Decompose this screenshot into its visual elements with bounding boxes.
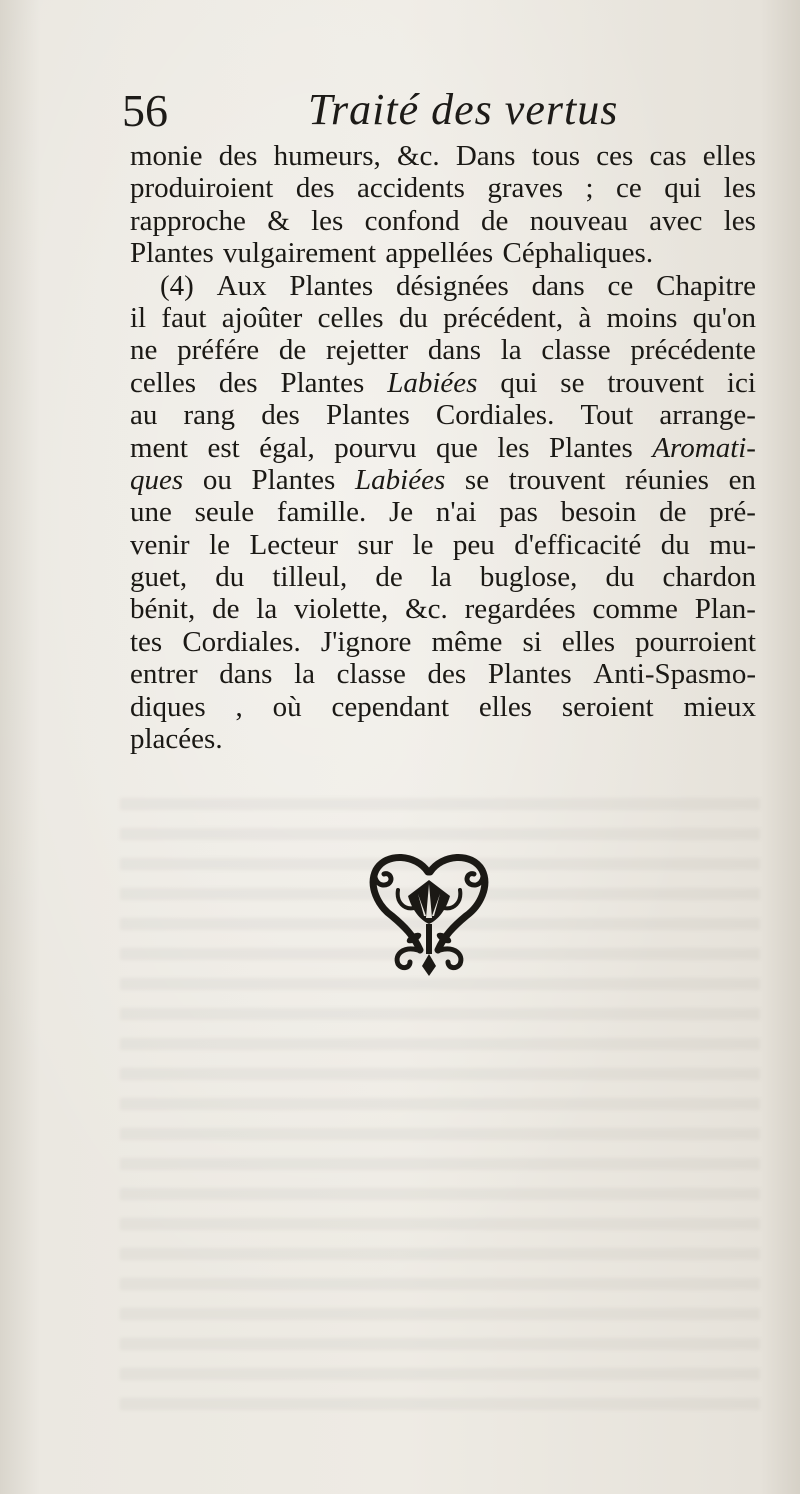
word: du bbox=[398, 301, 428, 334]
word: guet, bbox=[130, 561, 188, 594]
word: du bbox=[660, 528, 690, 561]
word: ces bbox=[596, 140, 634, 172]
word: Plantes bbox=[549, 431, 633, 464]
word: mu- bbox=[709, 528, 756, 561]
word: dans bbox=[531, 269, 585, 302]
word: Chapitre bbox=[656, 269, 756, 302]
word: famille. bbox=[276, 496, 367, 529]
text-line bbox=[130, 367, 756, 399]
word: J'ignore bbox=[320, 625, 412, 658]
word: une bbox=[130, 496, 172, 529]
word: au bbox=[130, 399, 158, 432]
word: dans bbox=[427, 334, 481, 367]
word: Plantes bbox=[289, 269, 374, 302]
word: de bbox=[278, 334, 307, 367]
word: elles bbox=[561, 625, 616, 658]
word: Plantes bbox=[326, 399, 410, 432]
word: classe bbox=[541, 334, 611, 367]
word: Cordiales. bbox=[182, 625, 301, 658]
word: se bbox=[560, 366, 585, 399]
word: même bbox=[431, 625, 503, 658]
word: ; bbox=[585, 172, 594, 205]
page-header bbox=[122, 85, 762, 148]
word: se bbox=[464, 463, 490, 496]
word: Anti-Spasmo- bbox=[593, 658, 756, 691]
word: où bbox=[272, 690, 302, 723]
word: seroient bbox=[561, 690, 654, 723]
heart-scroll-fleuron-icon bbox=[368, 850, 490, 978]
word: la bbox=[256, 593, 278, 626]
word: Céphaliques. bbox=[502, 237, 654, 270]
word: ne bbox=[130, 334, 158, 367]
word: des bbox=[218, 366, 258, 399]
text-line bbox=[130, 205, 756, 237]
word: précédent, bbox=[443, 301, 564, 334]
word: besoin bbox=[560, 496, 637, 529]
word: d'efficacité bbox=[514, 528, 642, 561]
word: à bbox=[578, 301, 592, 334]
word: préfére bbox=[177, 334, 260, 367]
word: les bbox=[723, 204, 756, 237]
word: ment bbox=[130, 431, 188, 464]
word: précédente bbox=[630, 334, 756, 367]
word: trouvent bbox=[508, 463, 606, 496]
word: vulgairement bbox=[223, 237, 377, 270]
word: que bbox=[435, 431, 478, 464]
word: &c. bbox=[396, 140, 440, 172]
word: faut bbox=[161, 301, 207, 334]
word: des bbox=[427, 658, 467, 691]
word: ajoûter bbox=[221, 301, 303, 334]
word: la bbox=[430, 561, 452, 594]
word: égal, bbox=[259, 431, 315, 464]
word: celles bbox=[130, 366, 197, 399]
word: le bbox=[412, 528, 434, 561]
text-line bbox=[130, 626, 756, 658]
word: de bbox=[481, 204, 509, 237]
word: Plan- bbox=[694, 593, 756, 626]
word: de bbox=[212, 593, 240, 626]
word: si bbox=[522, 625, 542, 658]
word: ce bbox=[616, 172, 642, 205]
text-line bbox=[130, 399, 756, 431]
word: pourroient bbox=[635, 625, 756, 658]
word: graves bbox=[487, 172, 564, 205]
word: placées. bbox=[130, 723, 223, 756]
word: &c. bbox=[405, 593, 448, 626]
text-line bbox=[130, 302, 756, 334]
word: désignées bbox=[396, 269, 509, 302]
word: qui bbox=[664, 172, 702, 205]
word: arrange- bbox=[659, 399, 756, 432]
word: cas bbox=[649, 140, 687, 172]
word: Je bbox=[389, 496, 414, 529]
word: (4) bbox=[160, 269, 194, 302]
word: mieux bbox=[683, 690, 756, 723]
word: il bbox=[130, 301, 147, 334]
word: le bbox=[209, 528, 231, 561]
word: des bbox=[261, 399, 300, 432]
word: cependant bbox=[331, 690, 449, 723]
word: ques bbox=[130, 463, 184, 496]
text-line bbox=[130, 140, 756, 172]
word: violette, bbox=[294, 593, 389, 626]
word: classe bbox=[336, 658, 406, 691]
word: venir bbox=[130, 528, 190, 561]
text-line bbox=[130, 464, 756, 496]
word: rang bbox=[183, 399, 236, 432]
running-head: Traité des vertus bbox=[308, 85, 619, 134]
word: de bbox=[659, 496, 687, 529]
word: est bbox=[207, 431, 240, 464]
word: la bbox=[294, 658, 316, 691]
word: rejetter bbox=[326, 334, 409, 367]
word: sur bbox=[357, 528, 393, 561]
word: moins bbox=[606, 301, 678, 334]
word: humeurs, bbox=[273, 140, 381, 172]
word: seule bbox=[194, 496, 255, 529]
word: tilleul, bbox=[272, 561, 348, 594]
word: les bbox=[723, 172, 756, 205]
word: elles bbox=[478, 690, 532, 723]
word: Aux bbox=[216, 269, 267, 302]
page-number: 56 bbox=[122, 85, 168, 136]
word: bénit, bbox=[130, 593, 196, 626]
word: nouveau bbox=[529, 204, 628, 237]
word: Plantes bbox=[487, 658, 572, 691]
text-line bbox=[130, 334, 756, 366]
word: trouvent bbox=[607, 366, 705, 399]
word: Plantes bbox=[280, 366, 365, 399]
word: celles bbox=[317, 301, 384, 334]
word: Plantes bbox=[130, 237, 214, 270]
word: Plantes bbox=[251, 463, 336, 496]
word: rapproche bbox=[130, 204, 246, 237]
word: , bbox=[235, 690, 243, 723]
word: des bbox=[295, 172, 335, 205]
word: Aromati- bbox=[652, 431, 756, 464]
word: ici bbox=[726, 366, 756, 399]
word: confond bbox=[364, 204, 460, 237]
word: Tout bbox=[580, 399, 634, 432]
word: tes bbox=[130, 625, 163, 658]
text-line bbox=[130, 658, 756, 690]
word: du bbox=[215, 561, 245, 594]
word: chardon bbox=[662, 561, 756, 594]
word: tous bbox=[531, 140, 581, 172]
word: la bbox=[500, 334, 522, 367]
text-line bbox=[130, 432, 756, 464]
word: appellées bbox=[385, 237, 494, 270]
word: dans bbox=[219, 658, 273, 691]
text-line bbox=[130, 723, 756, 755]
text-line bbox=[130, 237, 756, 269]
word: comme bbox=[592, 593, 678, 626]
text-line bbox=[130, 593, 756, 625]
word: entrer bbox=[130, 658, 198, 691]
word: Lecteur bbox=[249, 528, 339, 561]
word: n'ai bbox=[435, 496, 477, 529]
text-line bbox=[130, 691, 756, 723]
text-line bbox=[130, 529, 756, 561]
word: peu bbox=[452, 528, 495, 561]
word: regardées bbox=[464, 593, 576, 626]
word: du bbox=[605, 561, 635, 594]
word: & bbox=[267, 204, 290, 237]
word: accidents bbox=[356, 172, 465, 205]
word: de bbox=[375, 561, 403, 594]
word: les bbox=[497, 431, 530, 464]
word: qui bbox=[500, 366, 538, 399]
word: buglose, bbox=[479, 561, 578, 594]
word: Dans bbox=[455, 140, 516, 172]
word: elles bbox=[702, 140, 756, 172]
word: Labiées bbox=[355, 463, 446, 496]
word: ou bbox=[202, 463, 232, 496]
word: des bbox=[218, 140, 258, 172]
text-line bbox=[130, 172, 756, 204]
word: monie bbox=[130, 140, 203, 172]
word: Cordiales. bbox=[435, 399, 555, 432]
word: pourvu bbox=[334, 431, 417, 464]
word: pas bbox=[499, 496, 538, 529]
word: produiroient bbox=[130, 172, 274, 205]
word: ce bbox=[607, 269, 634, 302]
word: qu'on bbox=[692, 301, 756, 334]
word: Labiées bbox=[387, 366, 478, 399]
text-line bbox=[130, 270, 756, 302]
word: réunies bbox=[625, 463, 709, 496]
text-line bbox=[130, 561, 756, 593]
word: avec bbox=[649, 204, 703, 237]
body-text bbox=[130, 140, 756, 755]
word: pré- bbox=[709, 496, 756, 529]
word: en bbox=[728, 463, 756, 496]
text-line bbox=[130, 496, 756, 528]
word: les bbox=[311, 204, 344, 237]
word: diques bbox=[130, 690, 206, 723]
